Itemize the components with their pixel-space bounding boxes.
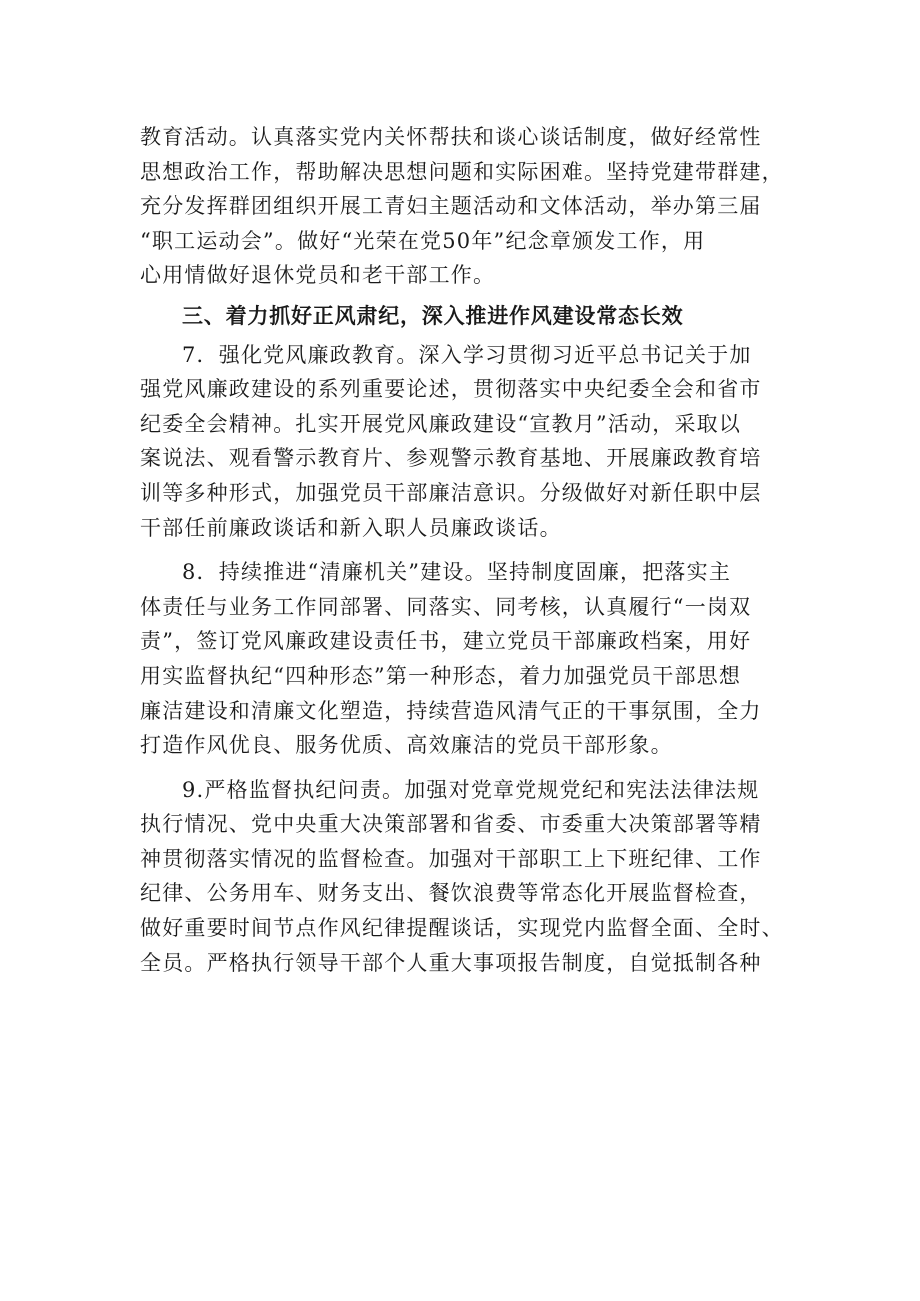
text-line: 廉洁建设和清廉文化塑造，持续营造风清气正的干事氛围，全力 — [140, 698, 762, 723]
item-7-paragraph — [140, 338, 796, 546]
text-line: 干部任前廉政谈话和新入职人员廉政谈话。 — [140, 515, 562, 540]
text-line: 全员。严格执行领导干部个人重大事项报告制度，自觉抵制各种 — [140, 950, 762, 975]
text-line: 纪委全会精神。扎实开展党风廉政建设“宣教月”活动，采取以 — [140, 411, 742, 436]
text-line: 思想政治工作，帮助解决思想问题和实际困难。坚持党建带群建， — [140, 159, 784, 184]
text-line: 用实监督执纪“四种形态”第一种形态，着力加强党员干部思想 — [140, 663, 742, 688]
text-line: 心用情做好退休党员和老干部工作。 — [140, 263, 496, 288]
text-line: “职工运动会”。做好“光荣在党50年”纪念章颁发工作，用 — [140, 228, 706, 253]
text-line: 7．强化党风廉政教育。深入学习贯彻习近平总书记关于加 — [182, 342, 752, 367]
text-line: 强党风廉政建设的系列重要论述，贯彻落实中央纪委全会和省市 — [140, 377, 762, 402]
document-body — [140, 120, 796, 980]
text-line: 责”，签订党风廉政建设责任书，建立党员干部廉政档案，用好 — [140, 629, 752, 654]
text-line: 训等多种形式，加强党员干部廉洁意识。分级做好对新任职中层 — [140, 480, 762, 505]
text-line: 充分发挥群团组织开展工青妇主题活动和文体活动，举办第三届 — [140, 194, 762, 219]
item-9-paragraph — [140, 773, 796, 981]
text-line: 教育活动。认真落实党内关怀帮扶和谈心谈话制度，做好经常性 — [140, 125, 762, 149]
section-heading: 三、着力抓好正风肃纪，深入推进作风建设常态长效 — [182, 303, 684, 328]
text-line: 打造作风优良、服务优质、高效廉洁的党员干部形象。 — [140, 733, 673, 758]
intro-paragraph — [140, 120, 796, 293]
text-line: 案说法、观看警示教育片、参观警示教育基地、开展廉政教育培 — [140, 446, 762, 471]
text-line: 9.严格监督执纪问责。加强对党章党规党纪和宪法法律法规 — [182, 777, 760, 802]
text-line: 做好重要时间节点作风纪律提醒谈话，实现党内监督全面、全时、 — [140, 916, 784, 941]
item-8-paragraph — [140, 555, 796, 763]
text-line: 体责任与业务工作同部署、同落实、同考核，认真履行“一岗双 — [140, 594, 752, 619]
text-line: 8．持续推进“清廉机关”建设。坚持制度固廉，把落实主 — [182, 560, 732, 585]
text-line: 神贯彻落实情况的监督检查。加强对干部职工上下班纪律、工作 — [140, 846, 762, 871]
text-line: 执行情况、党中央重大决策部署和省委、市委重大决策部署等精 — [140, 812, 762, 837]
text-line: 纪律、公务用车、财务支出、餐饮浪费等常态化开展监督检查， — [140, 881, 762, 906]
